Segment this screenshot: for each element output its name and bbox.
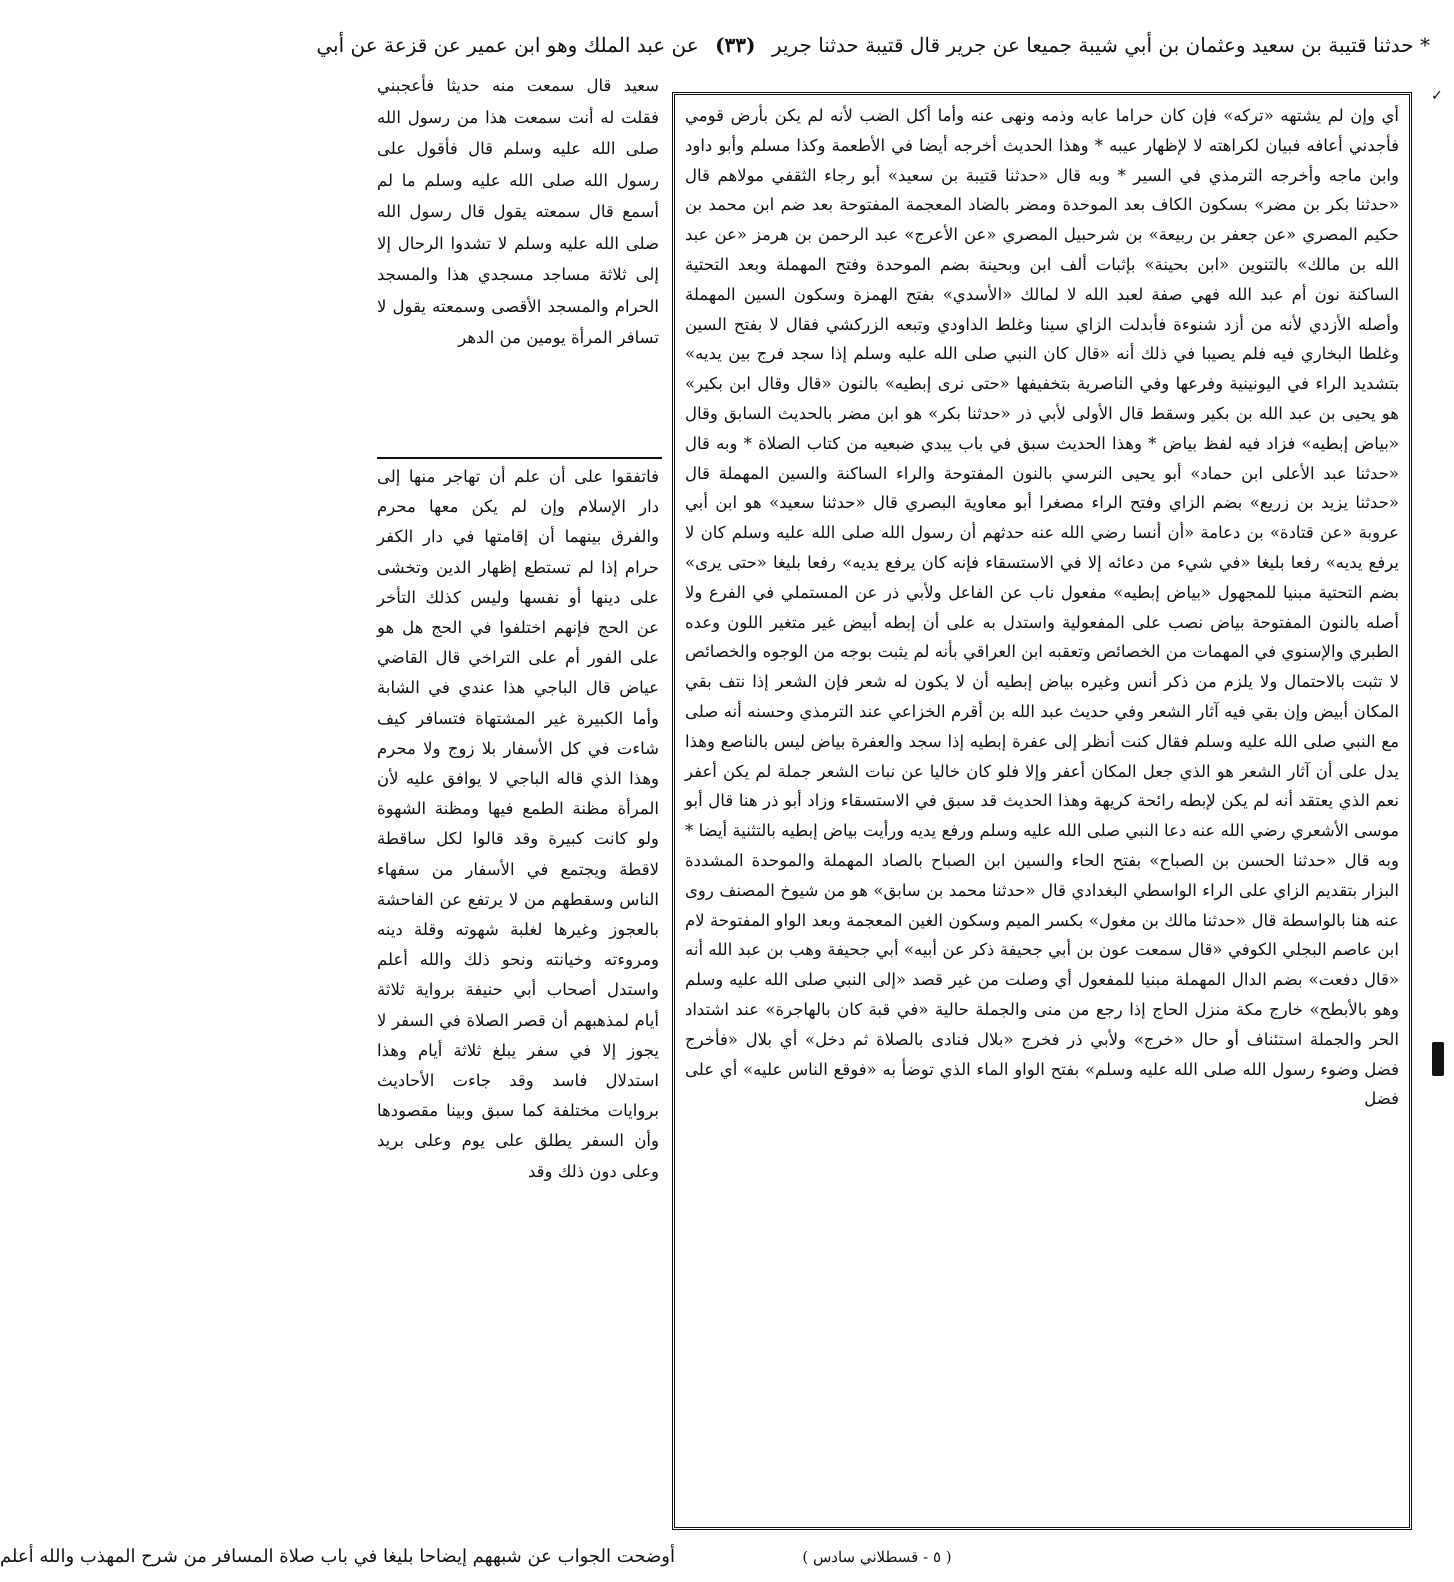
commentary-column: [672, 92, 1412, 1530]
page-header: [316, 20, 1430, 70]
nawawi-commentary-text: فاتفقوا على أن علم أن تهاجر منها إلى دار الإسلام وإن لم يكن معها محرم والفرق بينهما أن إقامتها في دار الكفر حرام إذا لم تستطع إظهار الدين وتخشى على دينها أو نفسها وليس كذلك التأخر عن الحج فإنهم اختلفوا في الحج هل هو على الفور أم على التراخي قال القاضي عياض قال الباجي هذا عندي في الشابة وأما الكبيرة غير المشتهاة فتسافر كيف شاءت في كل الأسفار بلا زوج ولا محرم وهذا الذي قاله الباجي لا يوافق عليه لأن المرأة مظنة الطمع فيها ومظنة الشهوة ولو كانت كبيرة وقد قالوا لكل ساقطة لاقطة ويجتمع في الأسفار من سفهاء الناس وسقطهم من لا يرتفع عن الفاحشة بالعجوز وغيرها لغلبة شهوته وقلة دينه ومروءته وخيانته ونحو ذلك والله أعلم واستدل أصحاب أبي حنيفة برواية ثلاثة أيام لمذهبهم أن قصر الصلاة في السفر لا يجوز إلا في سفر يبلغ ثلاثة أيام وهذا استدلال فاسد وقد جاءت الأحاديث بروايات مختلفة كما سبق وبينا مقصودها وأن السفر يطلق على يوم وعلى بريد وعلى دون ذلك وقد: [377, 467, 659, 1181]
footer-spacer: [1117, 1542, 1417, 1572]
column-divider: [377, 457, 662, 459]
hadith-column: [377, 70, 659, 455]
header-text-right: * حدثنا قتيبة بن سعيد وعثمان بن أبي شيبة جميعا عن جرير قال قتيبة حدثنا جرير: [771, 33, 1430, 57]
header-text-left: عن عبد الملك وهو ابن عمير عن قزعة عن أبي: [316, 33, 699, 57]
edge-mark: [1432, 1042, 1444, 1076]
commentary-text: أي وإن لم يشتهه «تركه» فإن كان حراما عابه وذمه ونهى عنه وأما أكل الضب لأنه لم يكن بأرض قومي فأجدني أعافه فبيان لكراهته لا لإظهار عيبه * وهذا الحديث أخرجه أيضا في الأطعمة وكذا مسلم وأبو داود وابن ماجه وأخرجه الترمذي في السير * وبه قال «حدثنا قتيبة بن سعيد» أبو رجاء الثقفي مولاهم قال «حدثنا بكر بن مضر» بسكون الكاف بعد الموحدة ومضر بالضاد المعجمة المفتوحة بعد ضم ابن محمد بن حكيم المصري «عن جعفر بن ربيعة» بن شرحبيل المصري «عن الأعرج» عبد الرحمن بن هرمز «عن عبد الله بن مالك» بالتنوين «ابن بحينة» بإثبات ألف ابن وبحينة بضم الموحدة وفتح المهملة وبعد التحتية الساكنة نون أم عبد الله فهي صفة لعبد الله لا لمالك «الأسدي» بفتح الهمزة وسكون السين المهملة وأصله الأزدي لأنه من أزد شنوءة فأبدلت الزاي سينا وغلط الداودي وتبعه الزركشي فقال لا بفتح السين وغلطا البخاري فيه فلم يصيبا في ذلك أنه «قال كان النبي صلى الله عليه وسلم إذا سجد فرج بين يديه» بتشديد الراء في اليونينية وفرعها وفي الناصرية بتخفيفها «حتى نرى إبطيه» بالنون «قال وقال ابن بكير» هو يحيى بن عبد الله بن بكير وسقط قال الأولى لأبي ذر «حدثنا بكر» هو ابن مضر بالحديث السابق وقال «بياض إبطيه» فزاد فيه لفظ بياض * وهذا الحديث سبق في باب يبدي ضبعيه من كتاب الصلاة * وبه قال «حدثنا عبد الأعلى ابن حماد» أبو يحيى النرسي بالنون المفتوحة والراء الساكنة والسين المهملة قال «حدثنا يزيد بن زريع» بضم الزاي وفتح الراء مصغرا أبو معاوية البصري قال «حدثنا سعيد» هو ابن أبي عروبة «عن قتادة» بن دعامة «أن أنسا رضي الله عنه حدثهم أن رسول الله صلى الله عليه وسلم كان لا يرفع يديه» رفعا بليغا «في شيء من دعائه إلا في الاستسقاء فإنه كان يرفع يديه» رفعا بليغا «حتى يرى» بضم التحتية مبنيا للمجهول «بياض إبطيه» مفعول ناب عن الفاعل ولأبي ذر عن المستملي في الفرع ولا أصله بالنون المفتوحة بياض نصب على المفعولية واستدل به على أن إبطه أبيض غير متغير اللون وعده الطبري والإسنوي في المهمات من الخصائص وتعقبه ابن العراقي بأنه لم يثبت بوجه من الوجوه والخصائص لا تثبت بالاحتمال ولا يلزم من ذكر أنس وغيره بياض إبطيه أن لا يكون له شعر فإن الشعر إذا نتف بقي المكان أبيض وإن بقي فيه آثار الشعر وفي حديث عبد الله بن أقرم الخزاعي عند الترمذي وحسنه أنه صلى مع النبي صلى الله عليه وسلم فقال كنت أنظر إلى عفرة إبطيه إذا سجد والعفرة بياض ليس بالناصع وهذا يدل على أن آثار الشعر هو الذي جعل المكان أعفر وإلا فلو كان خاليا عن نبات الشعر جملة لم يكن أعفر نعم الذي يعتقد أنه لم يكن لإبطه رائحة كريهة وهذا الحديث قد سبق في الاستسقاء وزاد أبو ذر هنا قال أبو موسى الأشعري رضي الله عنه دعا النبي صلى الله عليه وسلم ورفع يديه ورأيت بياض إبطيه بالتثنية أيضا * وبه قال «حدثنا الحسن بن الصباح» بفتح الحاء والسين ابن الصباح بالصاد المهملة والموحدة المشددة البزار بتقديم الزاي على الراء الواسطي البغدادي قال «حدثنا محمد بن سابق» هو من شيوخ المصنف روى عنه هنا بالواسطة قال «حدثنا مالك بن مغول» بكسر الميم وسكون الغين المعجمة وبعد الواو المفتوحة لام ابن عاصم البجلي الكوفي «قال سمعت عون بن أبي جحيفة ذكر عن أبيه» أبي جحيفة وهب بن عبد الله أنه «قال دفعت» بضم الدال المهملة مبنيا للمفعول أي وصلت من غير قصد «إلى النبي صلى الله عليه وسلم وهو بالأبطح» خارج مكة منزل الحاج إذا رجع من منى والجملة حالية «في قبة كان بالهاجرة» عند اشتداد الحر والجملة استئناف أو حال «خرج» ولأبي ذر فخرج «بلال فنادى بالصلاة ثم دخل» أي بلال «فأخرج فضل وضوء رسول الله صلى الله عليه وسلم» بفتح الواو الماء الذي توضأ به «فوقع الناس عليه» أي على فضل: [685, 106, 1399, 1109]
footer-signature: [687, 1542, 1067, 1572]
hadith-text: سعيد قال سمعت منه حديثا فأعجبني فقلت له أنت سمعت هذا من رسول الله صلى الله عليه وسلم قال فأقول على رسول الله صلى الله عليه وسلم ما لم أسمع قال سمعته يقول قال رسول الله صلى الله عليه وسلم لا تشدوا الرحال إلا إلى ثلاثة مساجد مسجدي هذا والمسجد الحرام والمسجد الأقصى وسمعته يقول لا تسافر المرأة يومين من الدهر: [377, 76, 659, 347]
page-number: (٣٣): [715, 33, 756, 57]
footer-continuation-text: أوضحت الجواب عن شبههم إيضاحا بليغا في باب صلاة المسافر من شرح المهذب والله أعلم: [0, 1546, 675, 1567]
footer-continuation: [0, 1542, 675, 1572]
margin-mark-icon: ✓: [1431, 88, 1443, 104]
signature-text: ( ٥ - قسطلاني سادس ): [802, 1548, 952, 1566]
nawawi-commentary-column: [377, 462, 659, 1532]
